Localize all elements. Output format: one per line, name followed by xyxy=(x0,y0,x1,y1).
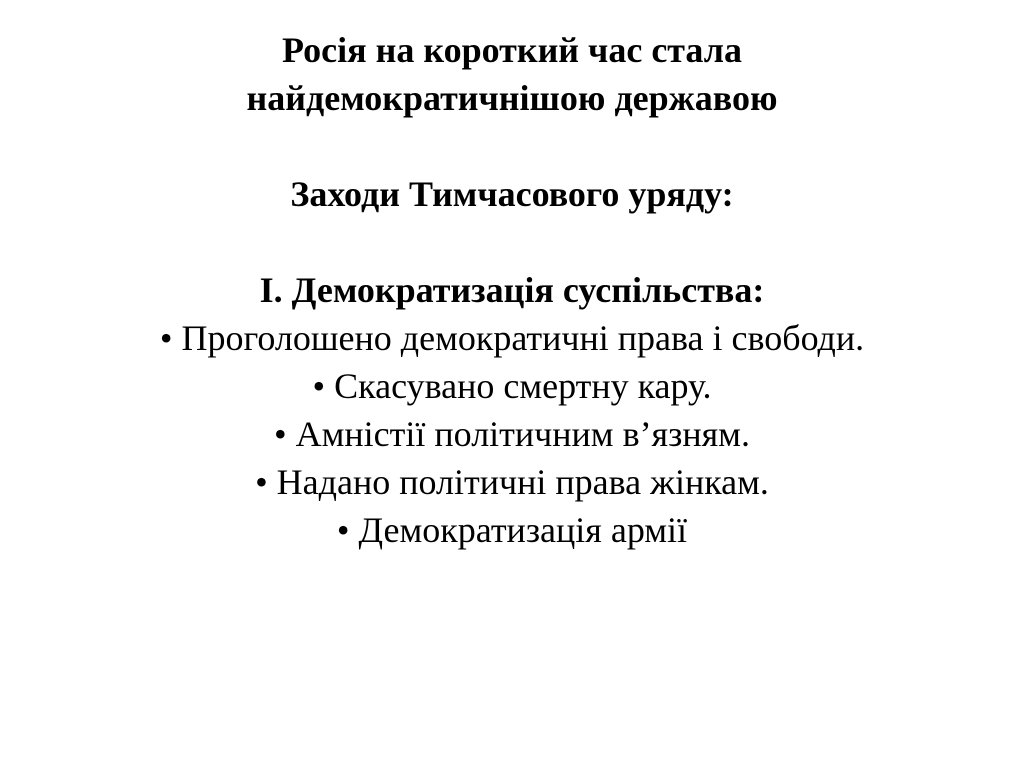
bullet-item: • Скасувано смертну кару. xyxy=(312,366,712,406)
slide-content xyxy=(40,26,984,554)
section-title: І. Демократизація суспільства: xyxy=(259,270,765,310)
measures-heading: Заходи Тимчасового уряду: xyxy=(290,174,734,214)
spacer xyxy=(40,218,984,266)
title-line-2: найдемократичнішою державою xyxy=(246,78,778,118)
bullet-item: • Проголошено демократичні права і свободи. xyxy=(159,318,865,358)
spacer xyxy=(40,122,984,170)
bullet-item: • Надано політичні права жінкам. xyxy=(255,462,769,502)
bullet-item: • Амністії політичним в’язням. xyxy=(274,414,750,454)
bullet-item: • Демократизація армії xyxy=(336,510,688,550)
title-line-1: Росія на короткий час стала xyxy=(282,30,742,70)
